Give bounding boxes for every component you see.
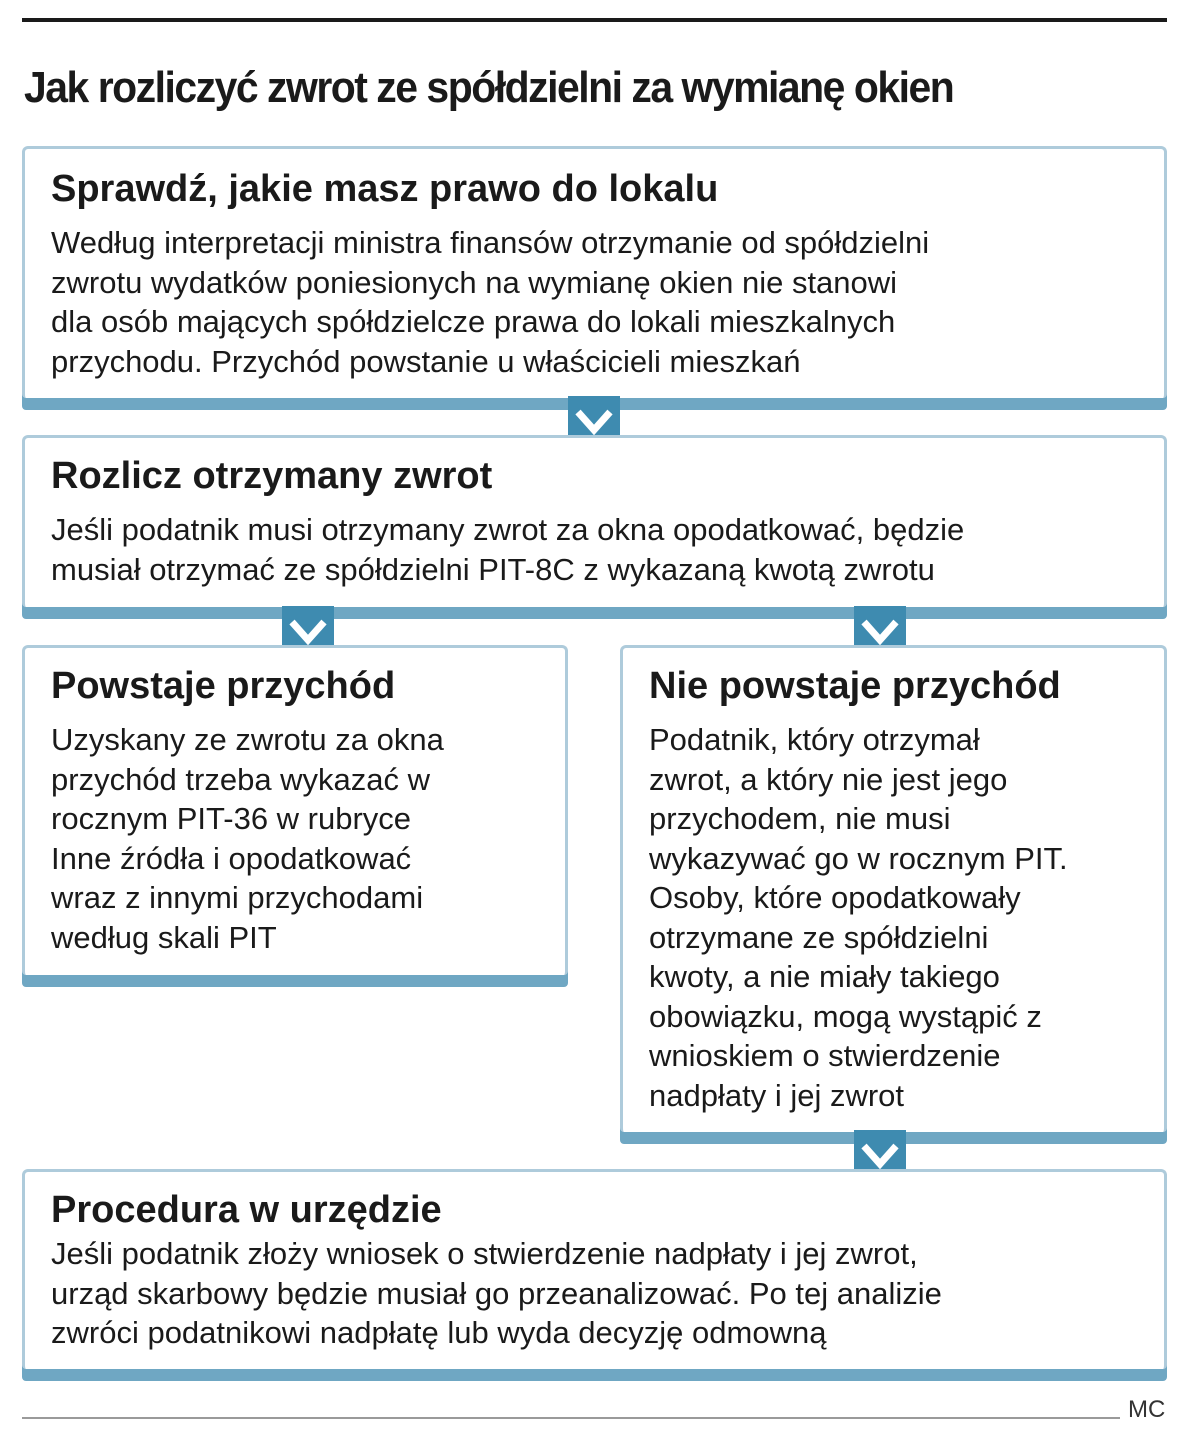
step-title: Nie powstaje przychód (649, 665, 1061, 707)
step-box-settle-refund (22, 435, 1167, 607)
step-title: Powstaje przychód (51, 665, 396, 707)
step-box-no-income (620, 645, 1167, 1132)
step-text: Podatnik, który otrzymał zwrot, a który nie jest jego przychodem, nie musi wykazywać go w rocznym PIT. Osoby, które opodatkowały otrzymane ze spółdzielni kwoty, a nie miały takiego obowiązku, mogą wystąpić z wnioskiem o stwierdzenie nadpłaty i jej zwrot (649, 722, 1068, 1113)
step-text: Jeśli podatnik złoży wniosek o stwierdzenie nadpłaty i jej zwrot, urząd skarbowy będzie musiał go przeanalizować. Po tej analizie zwróci podatnikowi nadpłatę lub wyda decyzję odmowną (51, 1236, 942, 1350)
step-text: Według interpretacji ministra finansów otrzymanie od spółdzielni zwrotu wydatków poniesionych na wymianę okien nie stanowi dla osób mających spółdzielcze prawa do lokali mieszkalnych przychodu. Przychód powstanie u właścicieli mieszkań (51, 225, 930, 379)
step-title: Sprawdź, jakie masz prawo do lokalu (51, 168, 719, 210)
author-credit: MC (1128, 1396, 1166, 1423)
step-text: Jeśli podatnik musi otrzymany zwrot za okna opodatkować, będzie musiał otrzymać ze spółdzielni PIT-8C z wykazaną kwotą zwrotu (51, 512, 965, 587)
step-text: Uzyskany ze zwrotu za okna przychód trzeba wykazać w rocznym PIT-36 w rubryce Inne źródła i opodatkować wraz z innymi przychodami według skali PIT (51, 722, 444, 955)
step-title: Rozlicz otrzymany zwrot (51, 455, 493, 497)
step-box-office-procedure (22, 1169, 1167, 1369)
page-title: Jak rozliczyć zwrot ze spółdzielni za wymianę okien (24, 63, 954, 112)
step-box-right-to-premises (22, 146, 1167, 398)
bottom-rule (22, 1417, 1120, 1419)
step-title: Procedura w urzędzie (51, 1189, 442, 1231)
step-box-income-arises (22, 645, 568, 975)
top-rule (22, 18, 1167, 22)
